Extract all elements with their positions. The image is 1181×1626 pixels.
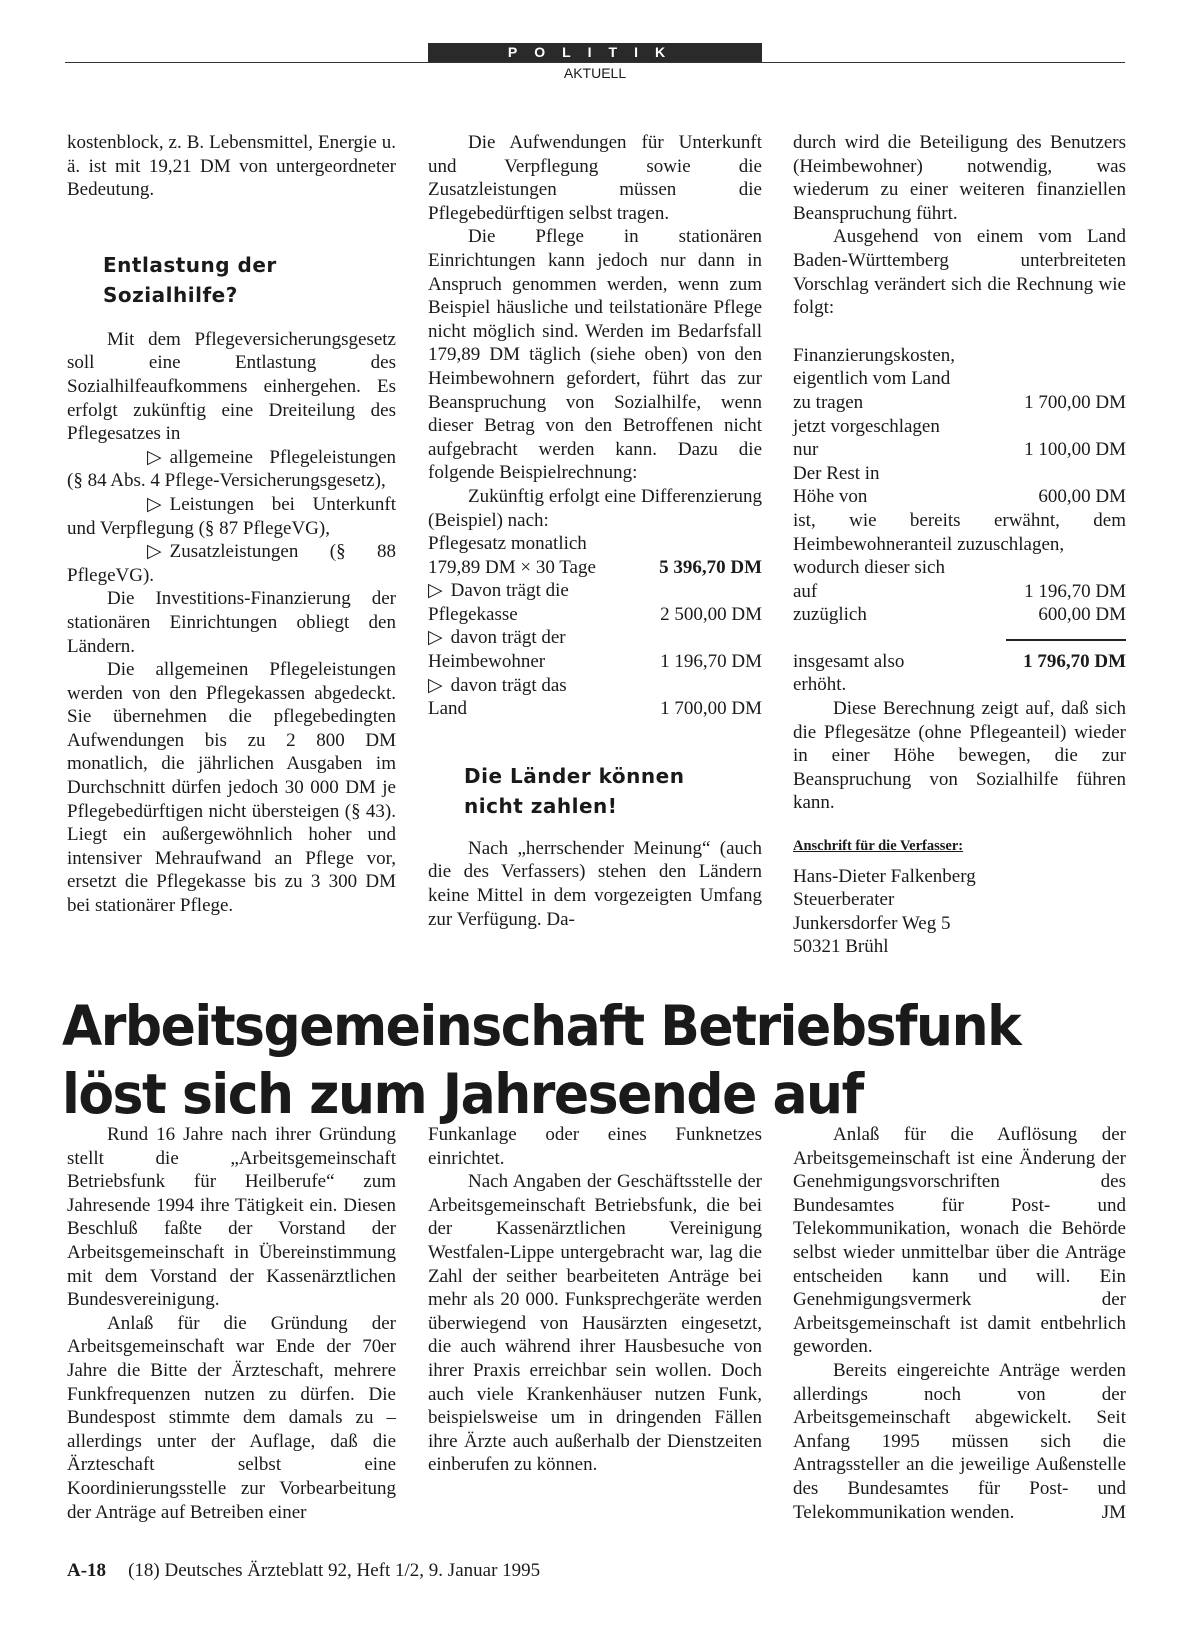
citation: (18) Deutsches Ärzteblatt 92, Heft 1/2, 9. Januar 1995 (128, 1560, 541, 1581)
bullet-item: ▷ allgemeine Pflegeleistungen (§ 84 Abs. 4 Pflege-Versicherungsgesetz), (67, 446, 396, 492)
page-footer (67, 1560, 540, 1582)
paragraph: Zukünftig erfolgt eine Differenzierung (Beispiel) nach: (428, 485, 762, 531)
paragraph: Die Investitions-Finanzierung der stationären Einrichtungen obliegt den Ländern. (67, 588, 396, 657)
triangle-bullet-icon: ▷ (428, 580, 443, 602)
top-article-column-2 (428, 131, 762, 931)
paragraph: Bereits eingereichte Anträge werden allerdings noch von der Arbeitsgemeinschaft abgewickelt. Seit Anfang 1995 müssen sich die Antragssteller an die jeweilige Außenstelle des Bundesamtes für Post- und Telekommunikation wenden. JM (793, 1359, 1126, 1523)
subsection-label: AKTUELL (563, 65, 627, 81)
bottom-article-column-1 (67, 1123, 396, 1524)
paragraph: Mit dem Pflegeversicherungsgesetz soll eine Entlastung des Sozialhilfeaufkommens einhergehen. Es erfolgt zukünftig eine Dreiteilung des Pflegesatzes in (67, 328, 396, 445)
header-rule (65, 62, 1125, 63)
paragraph: Anlaß für die Gründung der Arbeitsgemeinschaft war Ende der 70er Jahre die Bitte der Ärzteschaft, mehrere Funkfrequenzen nutzen zu dürfen. Die Bundespost stimmte dem damals zu – allerdings unter der Auflage, daß die Ärzteschaft selbst eine Koordinierungsstelle zur Vorbearbeitung der Anträge auf Betreiben einer (67, 1312, 396, 1523)
paragraph: Die Pflege in stationären Einrichtungen kann jedoch nur dann in Anspruch genommen werden, wenn zum Beispiel häusliche und teilstationäre Pflege nicht möglich sind. Werden im Bedarfsfall 179,89 DM täglich (siehe oben) von den Heimbewohnern gefordert, führt das zur Beanspruchung von Sozialhilfe, wenn dieser Betrag von den Betroffenen nicht aufgebracht werden kann. Dazu die folgende Beispielrechnung: (428, 226, 762, 484)
paragraph: durch wird die Beteiligung des Benutzers (Heimbewohner) notwendig, was wiederum zu einer weiteren finanziellen Beanspruchung führt. (793, 132, 1126, 224)
paragraph: Die allgemeinen Pflegeleistungen werden von den Pflegekassen abgedeckt. Sie übernehmen die pflegebedingten Aufwendungen bis zu 2 800 DM monatlich, die jährlichen Ausgaben im Durchschnitt dürfen jedoch 30 000 DM je Pflegebedürftigen nicht übersteigen (§ 43). Liegt ein außergewöhnlich hoher und intensiver Mehraufwand an Pflege vor, ersetzt die Pflegekasse bis zu 3 300 DM bei stationärer Pflege. (67, 659, 396, 917)
bullet-item: ▷ Zusatzleistungen (§ 88 PflegeVG). (67, 541, 396, 586)
subheading-laender: Die Länder können nicht zahlen! (464, 763, 685, 818)
triangle-bullet-icon: ▷ (147, 493, 162, 515)
triangle-bullet-icon: ▷ (147, 446, 162, 468)
triangle-bullet-icon: ▷ (147, 541, 162, 563)
section-label: POLITIK (428, 43, 762, 62)
calculation-table-2: Finanzierungskosten, eigentlich vom Land zu tragen 1 700,00 DM jetzt vorgeschlagen nur 1 100,00 DM Der Rest in Höhe von 600,00 DM ist, wie bereits erwähnt, dem Heimbewohneranteil zuzuschlagen, wodurch dieser sich auf 1 196,70 DM zuzüglich 600,00 DM insgesamt also 1 796,70 DM erhöht. (793, 344, 1126, 696)
paragraph: Funkanlage oder eines Funknetzes einrichtet. (428, 1124, 762, 1169)
author-address: Hans-Dieter Falkenberg Steuerberater Junkersdorfer Weg 5 50321 Brühl (793, 865, 976, 958)
paragraph: Anlaß für die Auflösung der Arbeitsgemeinschaft ist eine Änderung der Genehmigungsvorschriften des Bundesamtes für Post- und Telekommunikation, wonach die Behörde selbst wieder unmittelbar über die Anträge entscheiden kann und will. Ein Genehmigungsvermerk der Arbeitsgemeinschaft ist damit entbehrlich geworden. (793, 1124, 1126, 1358)
page-number: A-18 (67, 1560, 107, 1581)
paragraph: Nach Angaben der Geschäftsstelle der Arbeitsgemeinschaft Betriebsfunk, die bei der Kassenärztlichen Vereinigung Westfalen-Lippe untergebracht war, lag die Zahl der seither bearbeiteten Anträge bei mehr als 20 000. Funksprechgeräte werden überwiegend von Hausärzten eingesetzt, die auch während ihrer Hausbesuche von ihrer Praxis erreichbar sein wollen. Doch auch viele Krankenhäuser nutzen Funk, beispielsweise um in dringenden Fällen ihre Ärzte auch außerhalb der Dienstzeiten einberufen zu können. (428, 1171, 762, 1476)
address-heading: Anschrift für die Verfasser: (793, 838, 964, 855)
paragraph: Diese Berechnung zeigt auf, daß sich die Pflegesätze (ohne Pflegeanteil) wieder in einer Höhe bewegen, die zur Beanspruchung von Sozialhilfe führen kann. (793, 698, 1126, 814)
calculation-table-1: Pflegesatz monatlich 179,89 DM × 30 Tage 5 396,70 DM ▷ Davon trägt die Pflegekasse 2 500,00 DM ▷ davon trägt der Heimbewohner 1 196,70 DM ▷ davon trägt das Land 1 700,00 DM (428, 533, 762, 720)
paragraph: kostenblock, z. B. Lebensmittel, Energie u. ä. ist mit 19,21 DM von untergeordneter Bedeutung. (67, 132, 396, 201)
top-article-column-1 (67, 131, 396, 918)
triangle-bullet-icon: ▷ (428, 674, 443, 696)
top-article-column-3 (793, 131, 1126, 959)
bullet-item: ▷ Leistungen bei Unterkunft und Verpflegung (§ 87 PflegeVG), (67, 493, 396, 539)
bottom-article-column-3 (793, 1123, 1126, 1524)
author-signature: JM (1101, 1501, 1126, 1523)
triangle-bullet-icon: ▷ (428, 627, 443, 649)
subheading-entlastung: Entlastung der Sozialhilfe? (103, 252, 277, 307)
paragraph: Rund 16 Jahre nach ihrer Gründung stellt die „Arbeitsgemeinschaft Betriebsfunk für Heilberufe“ zum Jahresende 1994 ihre Tätigkeit ein. Diesen Beschluß faßte der Vorstand der Arbeitsgemeinschaft in Übereinstimmung mit dem Vorstand der Kassenärztlichen Bundesvereinigung. (67, 1124, 396, 1311)
paragraph: Die Aufwendungen für Unterkunft und Verpflegung sowie die Zusatzleistungen müssen die Pflegebedürftigen selbst tragen. (428, 132, 762, 224)
sum-rule (1006, 639, 1126, 642)
paragraph: Ausgehend von einem vom Land Baden-Württemberg unterbreiteten Vorschlag verändert sich die Rechnung wie folgt: (793, 226, 1126, 319)
bottom-article-column-2 (428, 1123, 762, 1477)
article-headline: Arbeitsgemeinschaft Betriebsfunk löst sich zum Jahresende auf (62, 995, 1021, 1127)
paragraph: Nach „herrschender Meinung“ (auch die des Verfassers) stehen den Ländern keine Mittel in dem vorgezeigten Umfang zur Verfügung. Da- (428, 837, 762, 930)
